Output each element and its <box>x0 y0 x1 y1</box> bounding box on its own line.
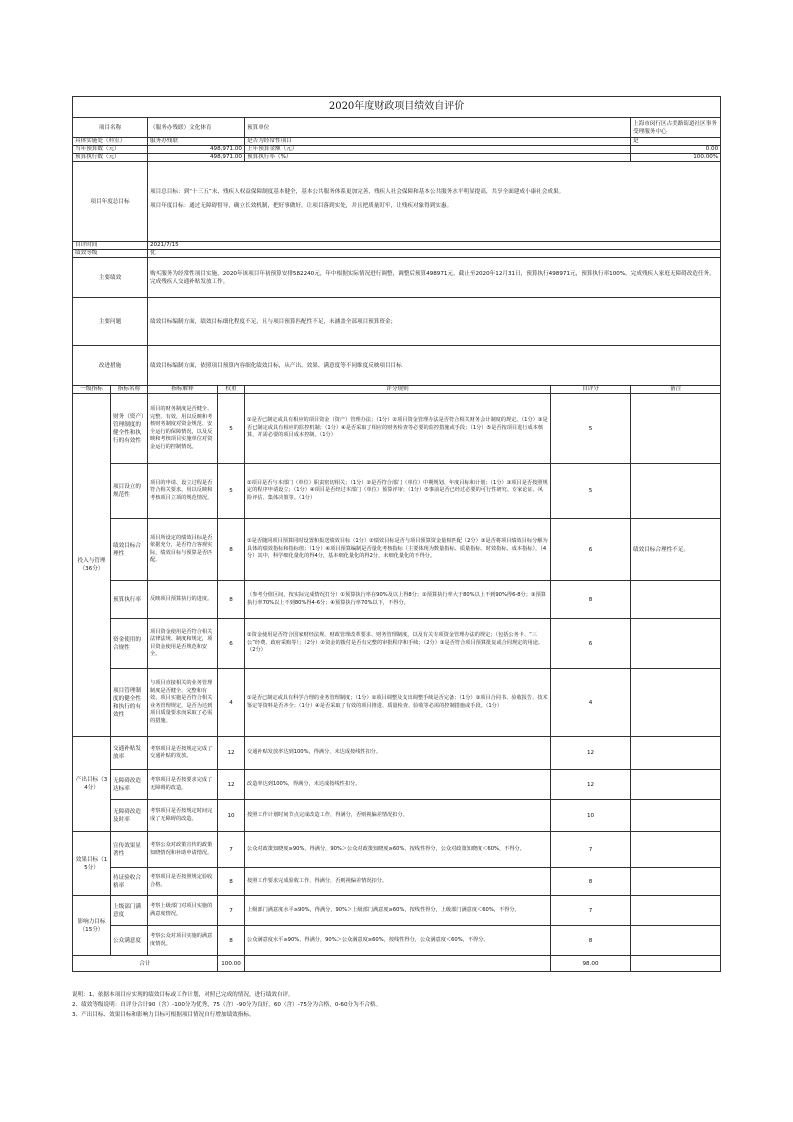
indicator-name: 项目设立的规范性 <box>111 464 148 519</box>
execution-row <box>73 154 721 162</box>
indicator-name: 无障碍改造达标率 <box>111 770 148 800</box>
indicator-desc: 考察公众对项目实施的满意度情况。 <box>148 926 218 956</box>
execution: 498,971.00 <box>148 154 245 162</box>
group-effect: 效果目标（15分） <box>73 832 111 896</box>
indicator-score: 8 <box>551 868 631 896</box>
indicator-note <box>631 832 721 868</box>
recurring: 是 <box>631 138 721 146</box>
department-row <box>73 138 721 146</box>
indicator-desc: 考察项目是否按规定时间完成了无障碍的改造。 <box>148 800 218 832</box>
indicator-score: 7 <box>551 832 631 868</box>
table-row <box>73 832 721 868</box>
indicator-score: 4 <box>551 669 631 737</box>
total-weight: 100.00 <box>218 956 245 972</box>
project-name-label: 项目名称 <box>73 118 148 138</box>
indicator-rule: 上级部门满意度水平≥90%，得满分，90%＞上级部门满意度≥60%，按线性得分，上级部门满意度＜60%，不得分。 <box>245 896 551 926</box>
total-row <box>73 956 721 972</box>
group-output: 产出目标（34分） <box>73 737 111 832</box>
annual-goal-total: 项目总目标：到“十三五”末，残疾人权益保障制度基本健全，基本公共服务体系更加完善，残疾人社会保障和基本公共服务水平明显提高，共享全面建成小康社会成果。 <box>150 188 565 195</box>
indicator-desc: 反映项目预算执行的进度。 <box>148 581 218 619</box>
indicator-name: 上级部门满意度 <box>111 896 148 926</box>
indicator-desc: 项目的财务制度是否健全、完整、有效，用以反映和考核财务制度对资金规范、安全运行的保障情况，以及反映和考核项目实施单位对资金运行的控制情况。 <box>148 394 218 464</box>
annual-goal <box>148 162 721 242</box>
indicator-weight: 10 <box>218 800 245 832</box>
main-issue-row <box>73 298 721 346</box>
indicator-rule: ①是否已制定或具有科学合理的业务管理制度；（1分）②项目调整及支出调整手续是否完备；（1分）③项目合同书、验收报告、技术鉴定等资料是否齐全；（1分）④是否采取了有效的项目推进、质量检查、验收等必需的控制措施或手段。（1分） <box>245 669 551 737</box>
indicator-rule: ①资金使用是否符合国家财经法规、财政管理改革要求、财务管理制度，以及有关专项资金管理办法的规定；（包括公务卡、“三公”经费、政府采购等）；（2分）②资金的拨付是否有完整的审批程序和手续；（2分）③是否符合项目预算批复或合同规定的用途。（2分） <box>245 619 551 669</box>
header-rule: 评分规则 <box>245 386 551 394</box>
indicator-desc: 考察项目是否按照规定验收合格。 <box>148 868 218 896</box>
indicator-desc: 项目所设定的绩效目标是否依据充分，是否符合客观实际，绩效目标与预算是否匹配。 <box>148 519 218 581</box>
total-score: 98.00 <box>551 956 631 972</box>
indicator-score: 6 <box>551 519 631 581</box>
current-budget: 498,971.00 <box>148 146 245 154</box>
total-label: 合计 <box>73 956 218 972</box>
indicator-name: 项目管理制度的健全性和执行的有效性 <box>111 669 148 737</box>
note-line: 3、产出目标、效果目标和影响力目标可根据项目情况自行增加绩效指标。 <box>72 1012 255 1018</box>
execution-label: 预算执行数（元） <box>73 154 148 162</box>
table-row <box>73 581 721 619</box>
indicator-note <box>631 800 721 832</box>
indicator-name: 交通补贴发放率 <box>111 737 148 770</box>
improve-row <box>73 346 721 386</box>
indicator-note: 绩效目标合理性不足。 <box>631 519 721 581</box>
improve-label: 改进措施 <box>73 346 148 386</box>
main-perf-label: 主要绩效 <box>73 258 148 298</box>
annual-goal-year: 项目年度目标：通过无障碍督导，确立长效机制，把好事做好，让项目落到实处，并且把质量盯牢，让残疾对象得到实惠。 <box>150 202 453 209</box>
indicator-rule: ①是否已制定或具有相应的项目资金（资产）管理办法；（1分）②项目资金管理办法是否符合相关财务会计制度的规定。（1分）③是否已制定或具有相应的监控机制；（1分）④是否采取了相应的财务检查等必要的监控措施或手段；（1分）⑤是否按项目进行成本核算，并需必要的项目成本控制。（1分） <box>245 394 551 464</box>
indicator-score: 5 <box>551 464 631 519</box>
main-perf-row <box>73 258 721 298</box>
indicator-note <box>631 926 721 956</box>
table-row <box>73 770 721 800</box>
indicator-score: 12 <box>551 737 631 770</box>
project-name: （服务办残联）文化体育 <box>148 118 245 138</box>
budget-unit: 上海市闵行区古美路街道社区事务受理服务中心 <box>631 118 721 138</box>
group-impact: 影响力目标（15分） <box>73 896 111 956</box>
indicator-desc: 与项目直接相关的业务管理制度是否健全、完整和有效，项目实施是否符合相关业务管理规定，是否为达到项目质量要求而采取了必需的措施。 <box>148 669 218 737</box>
indicator-rule: 改造率达到100%，得满分，未达成按线性扣分。 <box>245 770 551 800</box>
indicator-weight: 8 <box>218 519 245 581</box>
current-budget-row <box>73 146 721 154</box>
indicator-score: 8 <box>551 926 631 956</box>
indicator-rule: 公众对政策知晓度≥90%，得满分，90%＞公众对政策知晓度≥60%，按线性得分，公众对政策知晓度＜60%，不得分。 <box>245 832 551 868</box>
eval-time: 2021/7/15 <box>148 242 721 250</box>
project-name-row <box>73 118 721 138</box>
table-row <box>73 619 721 669</box>
indicator-weight: 7 <box>218 896 245 926</box>
indicator-weight: 8 <box>218 926 245 956</box>
header-name: 指标名称 <box>111 386 148 394</box>
indicator-note <box>631 669 721 737</box>
current-budget-label: 当年预算数（元） <box>73 146 148 154</box>
annual-goal-label: 项目年度总目标 <box>73 162 148 242</box>
indicator-weight: 8 <box>218 581 245 619</box>
title-row <box>73 97 721 118</box>
indicator-rule: ①是否随同项目预算同时设置和报送绩效目标（1分）②绩效目标是否与项目预算资金量相匹配（2分）③是否将项目绩效目标分解为具体的绩效指标和指标值；（1分）④项目预算编制是否量化考核指标（主要体现为数量指标、质量指标、时效指标、成本指标），（4分）其中，科学细化量化的得4分，基本细化量化的得2分，未细化量化的不得分。 <box>245 519 551 581</box>
indicator-rule: ①项目是否与本部门（单位）职责密切相关；（1分）②是否符合部门（单位）中期规划、年度目标和计划；（1分）③项目是否按照规定的程序申请设立；（1分）④项目是否经过本部门（单位）预算评审；（1分）⑤事前是否已经过必要的可行性研究、专家论证、风险评估、集体决策等。（1分） <box>245 464 551 519</box>
header-note: 备注 <box>631 386 721 394</box>
total-note-empty <box>631 956 721 972</box>
indicator-desc: 考察项目是否按规定完成了交通补贴的发放。 <box>148 737 218 770</box>
indicator-rule: 按照工作要求完成验收工作，得满分，否则视偏差情况扣分。 <box>245 868 551 896</box>
indicator-name: 财务（资产）管理制度的健全性和执行的有效性 <box>111 394 148 464</box>
annual-goal-row <box>73 162 721 242</box>
header-score: 自评分 <box>551 386 631 394</box>
table-row <box>73 519 721 581</box>
grade-label: 绩效等级 <box>73 250 148 258</box>
indicator-name: 资金使用的合规性 <box>111 619 148 669</box>
execution-rate-label: 预算执行率（%） <box>245 154 631 162</box>
group-input: 投入与管理（36分） <box>73 394 111 737</box>
indicator-note <box>631 896 721 926</box>
evaluation-sheet <box>72 96 720 972</box>
indicator-weight: 12 <box>218 770 245 800</box>
prev-budget: 0.00 <box>631 146 721 154</box>
indicator-desc: 项目资金使用是否符合相关法律法规、制度和规定，项目资金使用是否规范和安全。 <box>148 619 218 669</box>
indicator-desc: 考察项目是否按要求完成了无障碍的改造。 <box>148 770 218 800</box>
indicator-name: 持证验收合格率 <box>111 868 148 896</box>
indicator-score: 10 <box>551 800 631 832</box>
note-line: 2、绩效等级说明：自评分合计90（含）-100分为优秀，75（含）-90分为良好，60（含）-75分为合格，0-60分为不合格。 <box>72 1002 382 1008</box>
indicator-desc: 项目的申请、设立过程是否符合相关要求，用以反映和考核项目立项的规范情况。 <box>148 464 218 519</box>
table-row <box>73 800 721 832</box>
indicator-note <box>631 464 721 519</box>
note-line: 说明：1、依据本项目应实现的绩效目标或工作计划，对照已完成的情况，进行绩效自评。 <box>72 992 294 998</box>
indicator-name: 绩效目标合理性 <box>111 519 148 581</box>
table-row <box>73 464 721 519</box>
indicator-note <box>631 619 721 669</box>
indicator-weight: 5 <box>218 464 245 519</box>
indicator-score: 12 <box>551 770 631 800</box>
indicator-note <box>631 868 721 896</box>
indicator-score: 6 <box>551 619 631 669</box>
indicator-weight: 8 <box>218 868 245 896</box>
grade: 优 <box>148 250 721 258</box>
total-rule-empty <box>245 956 551 972</box>
main-issue-label: 主要问题 <box>73 298 148 346</box>
indicator-note <box>631 770 721 800</box>
grade-row <box>73 250 721 258</box>
table-row <box>73 868 721 896</box>
indicator-weight: 6 <box>218 619 245 669</box>
indicator-desc: 考察公众对政策宣传的政策知晓情况和补助申请情况。 <box>148 832 218 868</box>
indicator-rule: 公众满意度水平≥90%，得满分，90%＞公众满意度≥60%，按线性得分，公众满意度＜60%，不得分。 <box>245 926 551 956</box>
indicator-score: 8 <box>551 581 631 619</box>
indicator-score: 5 <box>551 394 631 464</box>
indicator-note <box>631 581 721 619</box>
indicator-desc: 考察上级部门对项目实施的满意度情况。 <box>148 896 218 926</box>
indicator-name: 宣传效果显著性 <box>111 832 148 868</box>
eval-time-row <box>73 242 721 250</box>
header-weight: 权重 <box>218 386 245 394</box>
prev-budget-label: 上年预算金额（元） <box>245 146 631 154</box>
main-issue: 绩效目标编制方面，绩效目标细化程度不足，且与项目预算匹配性不足，未涵盖全部项目预算资金； <box>148 298 721 346</box>
indicator-weight: 5 <box>218 394 245 464</box>
indicator-rule: 交通补贴发放率达到100%，得满分，未达成按线性扣分。 <box>245 737 551 770</box>
eval-time-label: 自评时间 <box>73 242 148 250</box>
department-label: 具体实施处（科室） <box>73 138 148 146</box>
main-perf: 购买服务为经常性项目实施，2020年该项目年初预算安排582240元，年中根据实际情况进行调整，调整后预算498971元，截止至2020年12月31日，预算执行498971元，预算执行率100%。完成残疾人家庭无障碍改造任务，完成残疾人交通补贴发放工作。 <box>148 258 721 298</box>
indicator-note <box>631 394 721 464</box>
indicator-score: 7 <box>551 896 631 926</box>
indicator-note <box>631 737 721 770</box>
indicator-weight: 12 <box>218 737 245 770</box>
sheet-title: 2020年度财政项目绩效自评价 <box>73 97 721 118</box>
table-row <box>73 669 721 737</box>
table-row <box>73 737 721 770</box>
notes <box>72 990 720 1020</box>
header-level1: 一级指标 <box>73 386 111 394</box>
recurring-label: 是否为经常性项目 <box>245 138 631 146</box>
table-row <box>73 926 721 956</box>
indicator-weight: 7 <box>218 832 245 868</box>
execution-rate: 100.00% <box>631 154 721 162</box>
improve: 绩效目标编制方面，依照项目预算内容细化绩效目标，从产出、效果、满意度等不同维度反映项目目标 <box>148 346 721 386</box>
department: 服务办残联 <box>148 138 245 146</box>
indicator-header-row <box>73 386 721 394</box>
evaluation-table <box>72 96 721 972</box>
indicator-rule: （参考分值区间，按实际完成情况打分）①预算执行率在90%及以上得8分；②预算执行率大于80%以上不到90%得6-8分；③预算执行率70%以上不到80%得4-6分；④预算执行率70%以下，不得分。 <box>245 581 551 619</box>
indicator-rule: 按照工作计划时间节点完成改造工作，得满分，否则视偏差情况扣分。 <box>245 800 551 832</box>
header-desc: 指标解释 <box>148 386 218 394</box>
budget-unit-label: 预算单位 <box>245 118 631 138</box>
indicator-name: 公众满意度 <box>111 926 148 956</box>
table-row <box>73 896 721 926</box>
indicator-weight: 4 <box>218 669 245 737</box>
table-row <box>73 394 721 464</box>
indicator-name: 无障碍改造及时率 <box>111 800 148 832</box>
indicator-name: 预算执行率 <box>111 581 148 619</box>
